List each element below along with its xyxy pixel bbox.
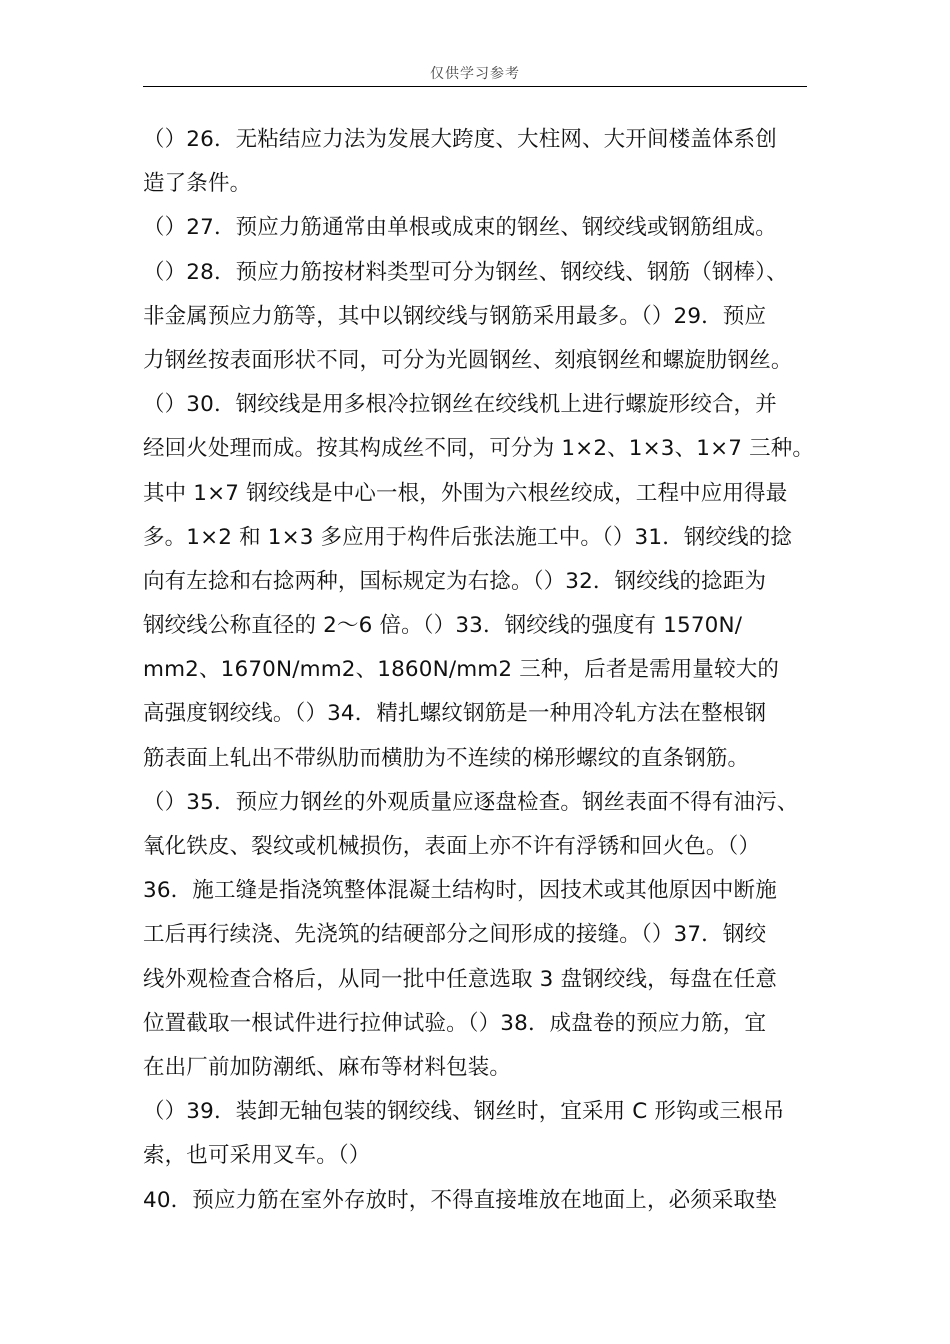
text-line: （）35．预应力钢丝的外观质量应逐盘检查。钢丝表面不得有油污、 xyxy=(143,789,799,815)
text-line: 经回火处理而成。按其构成丝不同，可分为 1×2、1×3、1×7 三种。 xyxy=(143,436,815,462)
text-line: 在出厂前加防潮纸、麻布等材料包装。 xyxy=(143,1054,512,1080)
text-line: （）26．无粘结应力法为发展大跨度、大柱网、大开间楼盖体系创 xyxy=(143,127,777,152)
text-line: 36．施工缝是指浇筑整体混凝土结构时，因技术或其他原因中断施 xyxy=(143,878,777,904)
text-line: 线外观检查合格后，从同一批中任意选取 3 盘钢绞线，每盘在任意 xyxy=(143,966,778,992)
text-line: 工后再行续浇、先浇筑的结硬部分之间形成的接缝。（）37．钢绞 xyxy=(143,922,767,948)
text-line: （）39．装卸无轴包装的钢绞线、钢丝时，宜采用 C 形钩或三根吊 xyxy=(143,1099,785,1125)
text-line: （）28．预应力筋按材料类型可分为钢丝、钢绞线、钢筋（钢棒）、 xyxy=(143,259,788,285)
text-line: 筋表面上轧出不带纵肋而横肋为不连续的梯形螺纹的直条钢筋。 xyxy=(143,745,750,771)
text-line: 40．预应力筋在室外存放时，不得直接堆放在地面上，必须采取垫 xyxy=(143,1187,777,1213)
text-line: mm2、1670N/mm2、1860N/mm2 三种，后者是需用量较大的 xyxy=(143,657,780,683)
text-line: （）30．钢绞线是用多根冷拉钢丝在绞线机上进行螺旋形绞合，并 xyxy=(143,392,777,418)
document-body xyxy=(143,118,813,1223)
text-line: 索，也可采用叉车。（） xyxy=(143,1143,371,1169)
text-line: 位置截取一根试件进行拉伸试验。（）38．成盘卷的预应力筋，宜 xyxy=(143,1010,767,1036)
text-line: 氧化铁皮、裂纹或机械损伤，表面上亦不许有浮锈和回火色。（） xyxy=(143,834,761,859)
text-line: 钢绞线公称直径的 2～6 倍。（）33．钢绞线的强度有 1570N/ xyxy=(143,613,743,639)
text-line: （）27．预应力筋通常由单根或成束的钢丝、钢绞线或钢筋组成。 xyxy=(143,215,777,241)
text-line: 多。1×2 和 1×3 多应用于构件后张法施工中。（）31．钢绞线的捻 xyxy=(143,524,793,550)
text-line: 力钢丝按表面形状不同，可分为光圆钢丝、刻痕钢丝和螺旋肋钢丝。 xyxy=(143,347,793,373)
text-line: 其中 1×7 钢绞线是中心一根，外围为六根丝绞成，工程中应用得最 xyxy=(143,480,788,506)
text-line: 造了条件。 xyxy=(143,171,252,197)
header-text: 仅供学习参考 xyxy=(430,66,520,82)
page-header xyxy=(143,62,807,87)
text-line: 向有左捻和右捻两种，国标规定为右捻。（）32．钢绞线的捻距为 xyxy=(143,568,767,594)
text-line: 高强度钢绞线。（）34．精扎螺纹钢筋是一种用冷轧方法在整根钢 xyxy=(143,701,767,727)
text-line: 非金属预应力筋等，其中以钢绞线与钢筋采用最多。（）29．预应 xyxy=(143,303,767,329)
